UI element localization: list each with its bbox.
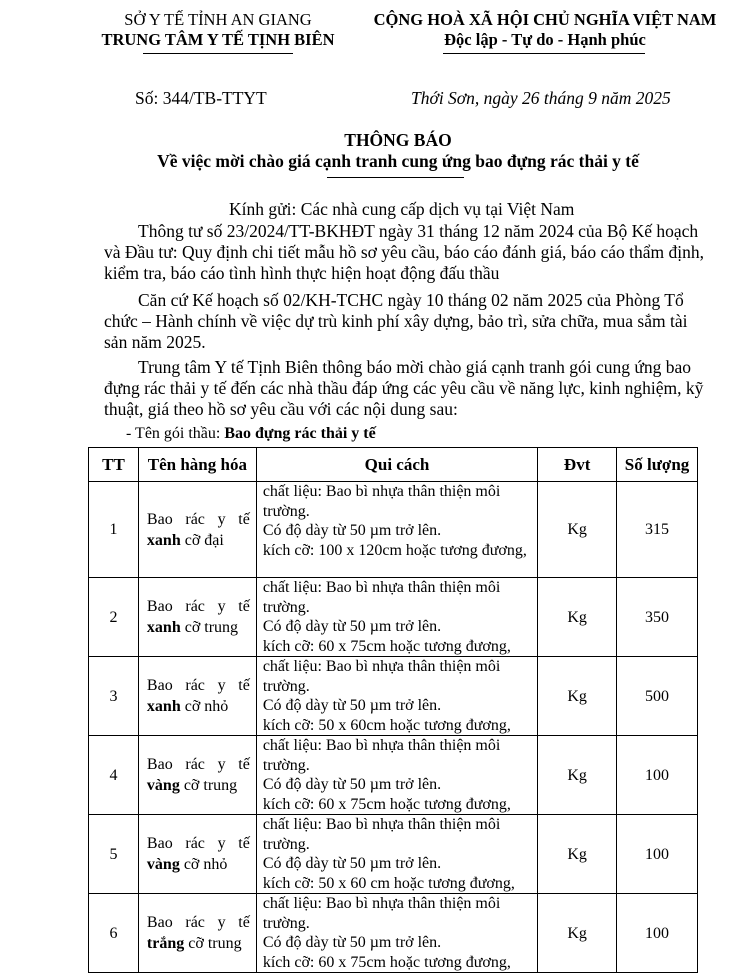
cell-qty: 100 (617, 815, 698, 894)
cell-unit: Kg (538, 815, 617, 894)
place-date: Thới Sơn, ngày 26 tháng 9 năm 2025 (411, 88, 671, 108)
nation-block (360, 10, 730, 50)
cell-unit: Kg (538, 736, 617, 815)
notice-title (40, 130, 756, 172)
cell-tt: 1 (89, 482, 139, 578)
cell-qty: 100 (617, 894, 698, 973)
table-row (89, 815, 698, 894)
recipient: Kính gửi: Các nhà cung cấp dịch vụ tại Việt Nam (229, 199, 575, 219)
table-header-row (89, 448, 698, 482)
org-parent: SỞ Y TẾ TỈNH AN GIANG (124, 10, 312, 29)
cell-spec: chất liệu: Bao bì nhựa thân thiện môi trường. Có độ dày từ 50 µm trở lên. kích cỡ: 60 x 75cm hoặc tương đương, (256, 894, 537, 973)
cell-unit: Kg (538, 894, 617, 973)
cell-unit: Kg (538, 482, 617, 578)
paragraph-1: Thông tư số 23/2024/TT-BKHĐT ngày 31 tháng 12 năm 2024 của Bộ Kế hoạch và Đầu tư: Quy định chi tiết mẫu hồ sơ yêu cầu, báo cáo đánh giá, báo cáo thẩm định, kiểm tra, báo cáo tình hình thực hiện hoạt động đấu thầu (104, 221, 704, 283)
cell-spec: chất liệu: Bao bì nhựa thân thiện môi trường. Có độ dày từ 50 µm trở lên. kích cỡ: 100 x 120cm hoặc tương đương, (256, 482, 537, 578)
table-row (89, 736, 698, 815)
package-name: Bao đựng rác thải y tế (224, 425, 376, 442)
cell-spec: chất liệu: Bao bì nhựa thân thiện môi trường. Có độ dày từ 50 µm trở lên. kích cỡ: 50 x 60 cm hoặc tương đương, (256, 815, 537, 894)
cell-spec: chất liệu: Bao bì nhựa thân thiện môi trường. Có độ dày từ 50 µm trở lên. kích cỡ: 60 x 75cm hoặc tương đương, (256, 736, 537, 815)
cell-spec: chất liệu: Bao bì nhựa thân thiện môi trường. Có độ dày từ 50 µm trở lên. kích cỡ: 60 x 75cm hoặc tương đương, (256, 578, 537, 657)
header-qty: Số lượng (617, 448, 698, 482)
table-row (89, 578, 698, 657)
table-row (89, 482, 698, 578)
cell-spec: chất liệu: Bao bì nhựa thân thiện môi trường. Có độ dày từ 50 µm trở lên. kích cỡ: 50 x 60cm hoặc tương đương, (256, 657, 537, 736)
cell-item-name: Bao rác y tế xanh cỡ đại (138, 482, 256, 578)
notice-main-title: THÔNG BÁO (344, 130, 452, 150)
package-line (126, 425, 376, 443)
cell-item-name: Bao rác y tế trắng cỡ trung (138, 894, 256, 973)
cell-qty: 350 (617, 578, 698, 657)
paragraph-3: Trung tâm Y tế Tịnh Biên thông báo mời chào giá cạnh tranh gói cung ứng bao đựng rác thải y tế đến các nhà thầu đáp ứng các yêu cầu về năng lực, kinh nghiệm, kỹ thuật, giá theo hồ sơ yêu cầu với các nội dung sau: (104, 357, 704, 419)
paragraph-2: Căn cứ Kế hoạch số 02/KH-TCHC ngày 10 tháng 02 năm 2025 của Phòng Tổ chức – Hành chính về việc dự trù kinh phí xây dựng, bảo trì, sửa chữa, mua sắm tài sản năm 2025. (104, 290, 688, 352)
cell-unit: Kg (538, 657, 617, 736)
motto: Độc lập - Tự do - Hạnh phúc (444, 30, 646, 49)
cell-tt: 4 (89, 736, 139, 815)
cell-qty: 315 (617, 482, 698, 578)
cell-tt: 6 (89, 894, 139, 973)
org-underline (143, 53, 293, 54)
cell-qty: 500 (617, 657, 698, 736)
header-name: Tên hàng hóa (138, 448, 256, 482)
items-table (88, 447, 698, 973)
cell-unit: Kg (538, 578, 617, 657)
cell-tt: 3 (89, 657, 139, 736)
motto-underline (443, 53, 645, 54)
cell-item-name: Bao rác y tế xanh cỡ nhỏ (138, 657, 256, 736)
org-block (78, 10, 358, 50)
title-underline (327, 177, 464, 178)
table-row (89, 894, 698, 973)
cell-item-name: Bao rác y tế vàng cỡ trung (138, 736, 256, 815)
cell-qty: 100 (617, 736, 698, 815)
org-name: TRUNG TÂM Y TẾ TỊNH BIÊN (101, 30, 335, 49)
notice-subtitle: Về việc mời chào giá cạnh tranh cung ứng bao đựng rác thải y tế (157, 151, 639, 171)
doc-number: Số: 344/TB-TTYT (135, 88, 267, 108)
header-unit: Đvt (538, 448, 617, 482)
package-label: - Tên gói thầu: (126, 425, 225, 442)
cell-item-name: Bao rác y tế vàng cỡ nhỏ (138, 815, 256, 894)
header-tt: TT (89, 448, 139, 482)
cell-tt: 2 (89, 578, 139, 657)
cell-item-name: Bao rác y tế xanh cỡ trung (138, 578, 256, 657)
cell-tt: 5 (89, 815, 139, 894)
header-spec: Qui cách (256, 448, 537, 482)
table-row (89, 657, 698, 736)
nation-title: CỘNG HOÀ XÃ HỘI CHỦ NGHĨA VIỆT NAM (373, 10, 717, 29)
